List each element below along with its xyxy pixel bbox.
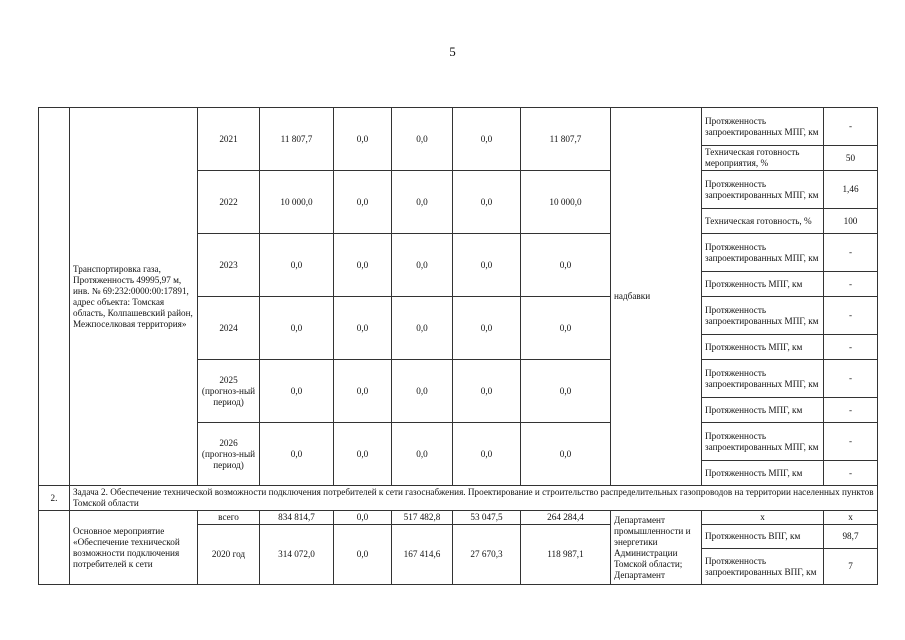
value-total: 314 072,0 bbox=[260, 525, 334, 585]
page-number: 5 bbox=[449, 44, 456, 59]
value-total: 834 814,7 bbox=[260, 511, 334, 525]
indicator-name: Протяженность запроектированных ВПГ, км bbox=[702, 549, 824, 585]
year-cell: 2020 год bbox=[198, 525, 260, 585]
value-local: 27 670,3 bbox=[453, 525, 521, 585]
value-federal: 0,0 bbox=[334, 108, 392, 171]
program-table bbox=[38, 107, 878, 585]
value-regional: 517 482,8 bbox=[392, 511, 453, 525]
indicator-name: Протяженность запроектированных МПГ, км bbox=[702, 108, 824, 146]
indicator-value: - bbox=[824, 423, 878, 461]
value-total: 0,0 bbox=[260, 423, 334, 486]
indicator-name: Техническая готовность мероприятия, % bbox=[702, 146, 824, 171]
task-row bbox=[39, 486, 878, 511]
value-other: 11 807,7 bbox=[521, 108, 611, 171]
indicator-value: x bbox=[824, 511, 878, 525]
value-local: 0,0 bbox=[453, 234, 521, 297]
indicator-name: Протяженность МПГ, км bbox=[702, 461, 824, 486]
indicator-name: Протяженность запроектированных МПГ, км bbox=[702, 234, 824, 272]
value-total: 11 807,7 bbox=[260, 108, 334, 171]
task-number: 2. bbox=[39, 486, 70, 511]
value-regional: 0,0 bbox=[392, 297, 453, 360]
indicator-value: - bbox=[824, 360, 878, 398]
indicator-value: - bbox=[824, 461, 878, 486]
value-federal: 0,0 bbox=[334, 297, 392, 360]
value-other: 0,0 bbox=[521, 234, 611, 297]
value-total: 0,0 bbox=[260, 234, 334, 297]
row-number-cell bbox=[39, 511, 70, 585]
indicator-name: Протяженность запроектированных МПГ, км bbox=[702, 360, 824, 398]
indicator-value: 98,7 bbox=[824, 525, 878, 549]
indicator-name: Протяженность запроектированных МПГ, км bbox=[702, 297, 824, 335]
year-cell: 2022 bbox=[198, 171, 260, 234]
value-local: 0,0 bbox=[453, 171, 521, 234]
value-other: 10 000,0 bbox=[521, 171, 611, 234]
indicator-name: x bbox=[702, 511, 824, 525]
indicator-name: Протяженность запроектированных МПГ, км bbox=[702, 171, 824, 209]
indicator-value: - bbox=[824, 297, 878, 335]
indicator-value: 1,46 bbox=[824, 171, 878, 209]
value-local: 0,0 bbox=[453, 297, 521, 360]
year-cell: 2025 (прогноз-ный период) bbox=[198, 360, 260, 423]
value-regional: 0,0 bbox=[392, 234, 453, 297]
indicator-value: - bbox=[824, 398, 878, 423]
indicator-value: - bbox=[824, 234, 878, 272]
indicator-name: Протяженность МПГ, км bbox=[702, 272, 824, 297]
indicator-name: Протяженность МПГ, км bbox=[702, 335, 824, 360]
value-regional: 0,0 bbox=[392, 171, 453, 234]
indicator-value: 50 bbox=[824, 146, 878, 171]
value-regional: 0,0 bbox=[392, 108, 453, 171]
value-total: 0,0 bbox=[260, 297, 334, 360]
year-cell: 2024 bbox=[198, 297, 260, 360]
executor-cell: Департамент промышленности и энергетики Администрации Томской области; Департамент bbox=[611, 511, 702, 585]
value-federal: 0,0 bbox=[334, 234, 392, 297]
indicator-value: 100 bbox=[824, 209, 878, 234]
value-federal: 0,0 bbox=[334, 360, 392, 423]
indicator-name: Протяженность ВПГ, км bbox=[702, 525, 824, 549]
value-regional: 0,0 bbox=[392, 360, 453, 423]
value-regional: 0,0 bbox=[392, 423, 453, 486]
year-cell: 2026 (прогноз-ный период) bbox=[198, 423, 260, 486]
value-local: 0,0 bbox=[453, 108, 521, 171]
measure-name: Основное мероприятие «Обеспечение технической возможности подключения потребителей к сети bbox=[70, 511, 198, 585]
value-local: 0,0 bbox=[453, 360, 521, 423]
table-row bbox=[39, 511, 878, 525]
executor-cell: надбавки bbox=[611, 108, 702, 486]
value-federal: 0,0 bbox=[334, 423, 392, 486]
value-local: 53 047,5 bbox=[453, 511, 521, 525]
year-cell: 2023 bbox=[198, 234, 260, 297]
year-cell: 2021 bbox=[198, 108, 260, 171]
value-other: 0,0 bbox=[521, 297, 611, 360]
indicator-value: - bbox=[824, 335, 878, 360]
row-number-cell bbox=[39, 108, 70, 486]
indicator-name: Протяженность запроектированных МПГ, км bbox=[702, 423, 824, 461]
value-other: 0,0 bbox=[521, 423, 611, 486]
value-other: 0,0 bbox=[521, 360, 611, 423]
value-federal: 0,0 bbox=[334, 511, 392, 525]
value-other: 118 987,1 bbox=[521, 525, 611, 585]
value-regional: 167 414,6 bbox=[392, 525, 453, 585]
indicator-value: - bbox=[824, 272, 878, 297]
measure-name: Транспортировка газа, Протяженность 49995,97 м, инв. № 69:232:0000:00:17891, адрес объекта: Томская область, Колпашевский район, Межпоселковая территория» bbox=[70, 108, 198, 486]
indicator-name: Техническая готовность, % bbox=[702, 209, 824, 234]
value-local: 0,0 bbox=[453, 423, 521, 486]
value-federal: 0,0 bbox=[334, 525, 392, 585]
indicator-value: - bbox=[824, 108, 878, 146]
value-total: 10 000,0 bbox=[260, 171, 334, 234]
task-title: Задача 2. Обеспечение технической возможности подключения потребителей к сети газоснабжения. Проектирование и строительство распределительных газопроводов на территории населенных пунктов Томской области bbox=[70, 486, 878, 511]
year-cell: всего bbox=[198, 511, 260, 525]
table-row bbox=[39, 108, 878, 146]
value-other: 264 284,4 bbox=[521, 511, 611, 525]
indicator-name: Протяженность МПГ, км bbox=[702, 398, 824, 423]
value-total: 0,0 bbox=[260, 360, 334, 423]
value-federal: 0,0 bbox=[334, 171, 392, 234]
indicator-value: 7 bbox=[824, 549, 878, 585]
